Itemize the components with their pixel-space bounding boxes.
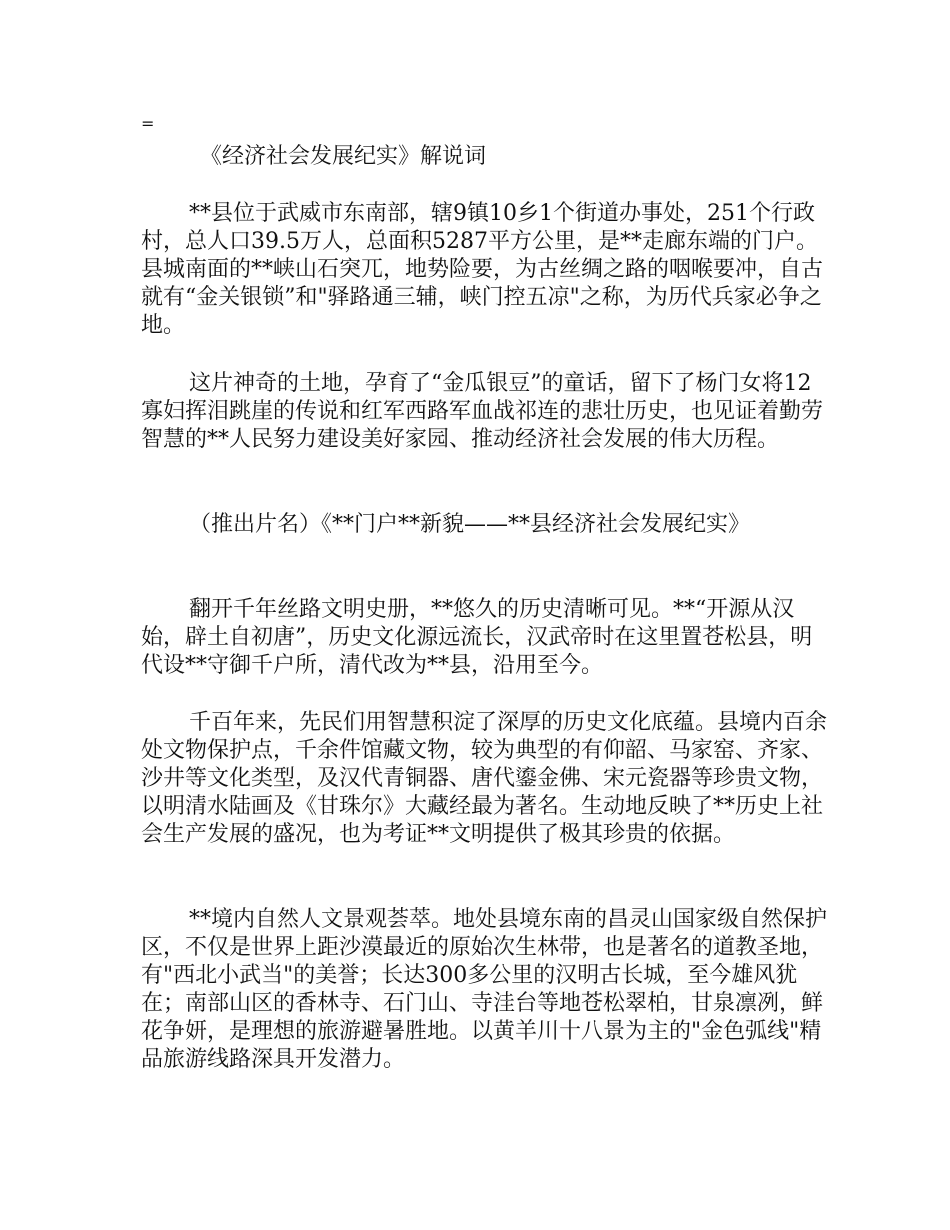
page-marker: =	[141, 114, 155, 133]
paragraph-film-title: （推出片名）《**门户**新貌——**县经济社会发展纪实》	[189, 512, 751, 537]
paragraph-cultural-relics: 千百年来，先民们用智慧积淀了深厚的历史文化底蕴。县境内百余处文物保护点，千余件馆藏文物，较为典型的有仰韶、马家窑、齐家、沙井等文化类型，及汉代青铜器、唐代鎏金佛、宋元瓷器等珍贵文物，以明清水陆画及《甘珠尔》大藏经最为著名。生动地反映了**历史上社会生产发展的盛况，也为考证**文明提供了极其珍贵的依据。	[141, 710, 828, 847]
paragraph-intro: **县位于武威市东南部，辖9镇10乡1个街道办事处，251个行政村，总人口39.5万人，总面积5287平方公里，是**走廊东端的门户。县城南面的**峡山石突兀，地势险要，为古丝绸之路的咽喉要冲，自古就有“金关银锁”和"驿路通三辅，峡门控五凉"之称，为历代兵家必争之地。	[141, 201, 824, 338]
paragraph-silk-road: 翻开千年丝路文明史册，**悠久的历史清晰可见。**“开源从汉始，辟土自初唐”，历史文化源远流长，汉武帝时在这里置苍松县，明代设**守御千户所，清代改为**县，沿用至今。	[141, 597, 813, 678]
paragraph-scenery: **境内自然人文景观荟萃。地处县境东南的昌灵山国家级自然保护区，不仅是世界上距沙漠最近的原始次生林带，也是著名的道教圣地，有"西北小武当"的美誉；长达300多公里的汉明古长城，至今雄风犹在；南部山区的香林寺、石门山、寺洼台等地苍松翠柏，甘泉凛冽，鲜花争妍，是理想的旅游避暑胜地。以黄羊川十八景为主的"金色弧线"精品旅游线路深具开发潜力。	[141, 907, 828, 1072]
paragraph-history-legend: 这片神奇的土地，孕育了“金瓜银豆”的童话，留下了杨门女将12寡妇挥泪跳崖的传说和红军西路军血战祁连的悲壮历史，也见证着勤劳智慧的**人民努力建设美好家园、推动经济社会发展的伟大历程。	[141, 371, 824, 452]
document-title: 《经济社会发展纪实》解说词	[200, 144, 487, 169]
